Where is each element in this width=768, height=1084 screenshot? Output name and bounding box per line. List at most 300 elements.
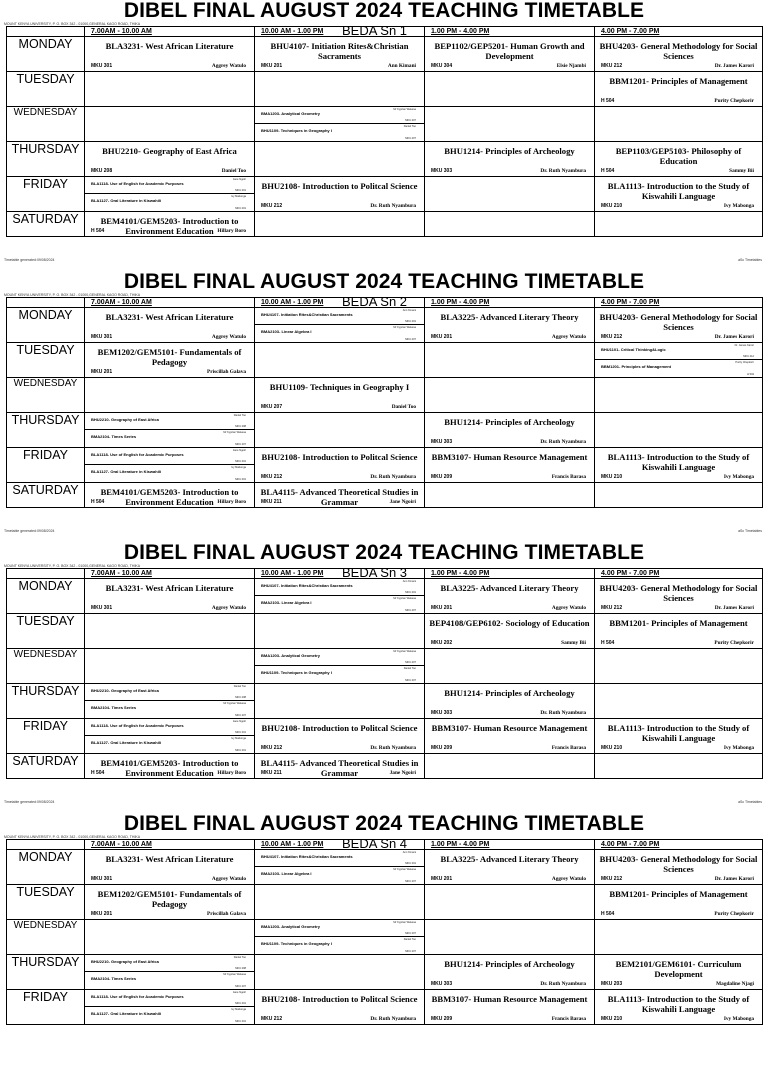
- day-label: MONDAY: [7, 579, 85, 614]
- day-row: [7, 72, 763, 107]
- class-slot[interactable]: [595, 308, 763, 343]
- day-row: [7, 684, 763, 719]
- split-course[interactable]: [255, 867, 424, 884]
- class-slot[interactable]: [85, 885, 255, 920]
- institution-address: MOUNT KENYA UNIVERSITY, P. O. BOX 342 - 01000,GENERAL KAGO ROAD, THIKA: [4, 564, 141, 568]
- split-course[interactable]: [255, 325, 424, 342]
- class-slot[interactable]: [255, 107, 425, 142]
- lecturer-name: Priscillah Galava: [207, 369, 246, 375]
- course-title: BHU2210- Geography of East Africa: [91, 959, 159, 964]
- class-subtitle: BEDA Sn 1: [342, 23, 408, 38]
- empty-slot: [425, 343, 595, 378]
- day-row: [7, 378, 763, 413]
- course-title: BHU2108- Introduction to Politcal Science: [261, 723, 418, 733]
- course-title: BHU4107- Initiation Rites&Christian Sacraments: [261, 854, 353, 859]
- course-title: BMA2103- Linear Algebra I: [261, 871, 312, 876]
- empty-slot: [425, 177, 595, 212]
- time-slot-label: 10.00 AM - 1.00 PM: [261, 841, 324, 848]
- lecturer-name: Aggrey Watulo: [211, 876, 246, 882]
- class-slot[interactable]: [425, 413, 595, 448]
- room-label: MKU 201: [235, 478, 246, 481]
- split-course[interactable]: [85, 955, 254, 972]
- lecturer-name: Purity Chepkorir: [735, 361, 754, 364]
- room-label: MKU 210: [601, 474, 623, 480]
- lecturer-name: Ivy Mabonga: [723, 474, 754, 480]
- course-title: BLA3231- West African Literature: [105, 312, 234, 322]
- lecturer-name: Francis Barasa: [551, 745, 586, 751]
- course-title: BLA1127- Oral Literature in Kiswahili: [91, 740, 162, 745]
- lecturer-name: Sammy Bii: [729, 168, 754, 174]
- time-slot-header: [425, 298, 595, 308]
- room-label: MKU 212: [261, 745, 283, 751]
- header-corner: [7, 569, 85, 579]
- class-slot[interactable]: [425, 37, 595, 72]
- split-course[interactable]: [85, 972, 254, 989]
- generated-date: Timetable generated:09/08/2024: [4, 529, 55, 533]
- institution-address: MOUNT KENYA UNIVERSITY, P. O. BOX 342 - 01000,GENERAL KAGO ROAD, THIKA: [4, 835, 141, 839]
- empty-slot: [85, 378, 255, 413]
- class-slot[interactable]: [595, 142, 763, 177]
- lecturer-name: Mr Kyprian Wekesa: [393, 326, 416, 329]
- empty-slot: [425, 920, 595, 955]
- course-title: BBM3107- Human Resource Management: [431, 452, 588, 462]
- course-title: BHU2210- Geography of East Africa: [102, 146, 237, 156]
- lecturer-name: Ivy Mabonga: [231, 466, 246, 469]
- day-label: SATURDAY: [7, 212, 85, 237]
- class-slot[interactable]: [255, 649, 425, 684]
- day-label: TUESDAY: [7, 885, 85, 920]
- lecturer-name: Ivy Mabonga: [723, 745, 754, 751]
- room-label: H 504: [91, 770, 105, 776]
- room-label: MKU 209: [431, 1016, 453, 1022]
- room-label: MKU 212: [261, 203, 283, 209]
- class-slot[interactable]: [85, 684, 255, 719]
- lecturer-name: Mr Kyprian Wekesa: [393, 921, 416, 924]
- room-label: MKU 208: [235, 425, 246, 428]
- room-label: MKU 303: [431, 168, 453, 174]
- day-label: TUESDAY: [7, 343, 85, 378]
- course-title: BLA3231- West African Literature: [105, 41, 234, 51]
- class-slot[interactable]: [85, 413, 255, 448]
- lecturer-name: Ivy Mabonga: [723, 203, 754, 209]
- day-row: [7, 719, 763, 754]
- day-label: WEDNESDAY: [7, 920, 85, 955]
- course-title: BLA1113- Introduction to the Study of Kiswahili Language: [607, 723, 750, 743]
- page-title: DIBEL FINAL AUGUST 2024 TEACHING TIMETABLE: [123, 270, 645, 293]
- generated-date: Timetable generated:09/08/2024: [4, 258, 55, 262]
- page-title: DIBEL FINAL AUGUST 2024 TEACHING TIMETABLE: [123, 0, 645, 22]
- room-label: MKU 304: [431, 63, 453, 69]
- lecturer-name: Daniel Too: [403, 125, 416, 128]
- empty-slot: [85, 72, 255, 107]
- split-course[interactable]: [85, 177, 254, 194]
- lecturer-name: Daniel Too: [403, 938, 416, 941]
- room-label: MKU 212: [601, 605, 623, 611]
- lecturer-name: Daniel Too: [403, 667, 416, 670]
- class-slot[interactable]: [595, 72, 763, 107]
- day-row: [7, 37, 763, 72]
- class-slot[interactable]: [255, 920, 425, 955]
- lecturer-name: Francis Barasa: [551, 474, 586, 480]
- class-slot[interactable]: [425, 614, 595, 649]
- timetable-section: [0, 271, 768, 542]
- class-slot[interactable]: [595, 955, 763, 990]
- room-label: MKU 209: [431, 745, 453, 751]
- course-title: BMA2104- Times Series: [91, 434, 137, 439]
- empty-slot: [255, 684, 425, 719]
- class-subtitle: BEDA Sn 3: [342, 565, 408, 580]
- time-slot-header: [425, 569, 595, 579]
- class-slot[interactable]: [595, 579, 763, 614]
- room-label: MKU 207: [405, 932, 416, 935]
- class-slot[interactable]: [255, 483, 425, 508]
- room-label: MKU 212: [743, 355, 754, 358]
- empty-slot: [85, 649, 255, 684]
- lecturer-name: Jane Ngoiri: [389, 499, 416, 505]
- lecturer-name: Sammy Bii: [561, 640, 586, 646]
- split-course[interactable]: [85, 684, 254, 701]
- lecturer-name: Elsie Njambi: [556, 63, 586, 69]
- class-slot[interactable]: [255, 177, 425, 212]
- room-label: MKU 212: [261, 474, 283, 480]
- room-label: MKU 207: [405, 119, 416, 122]
- room-label: MKU 207: [261, 404, 283, 410]
- room-label: MKU 301: [91, 605, 113, 611]
- class-slot[interactable]: [425, 142, 595, 177]
- class-slot[interactable]: [595, 343, 763, 378]
- day-label: TUESDAY: [7, 614, 85, 649]
- day-label: THURSDAY: [7, 955, 85, 990]
- day-label: SATURDAY: [7, 754, 85, 779]
- split-course[interactable]: [85, 448, 254, 465]
- course-title: BLA3225- Advanced Literary Theory: [440, 312, 579, 322]
- room-label: MKU 212: [601, 876, 623, 882]
- class-slot[interactable]: [425, 448, 595, 483]
- class-slot[interactable]: [255, 37, 425, 72]
- lecturer-name: Mr Kyprian Wekesa: [223, 702, 246, 705]
- split-course[interactable]: [85, 1007, 254, 1024]
- class-slot[interactable]: [85, 579, 255, 614]
- class-slot[interactable]: [85, 448, 255, 483]
- course-title: BEP1102/GEP5201- Human Growth and Development: [434, 41, 585, 61]
- empty-slot: [425, 754, 595, 779]
- time-slot-label: 4.00 PM - 7.00 PM: [601, 299, 660, 306]
- class-slot[interactable]: [425, 579, 595, 614]
- time-slot-header: [255, 27, 425, 37]
- course-title: BLA1118- Use of English for Academic Purposes: [91, 452, 184, 457]
- class-slot[interactable]: [595, 719, 763, 754]
- day-label: TUESDAY: [7, 72, 85, 107]
- split-course[interactable]: [595, 343, 762, 360]
- time-slot-label: 4.00 PM - 7.00 PM: [601, 570, 660, 577]
- room-label: H 504: [601, 911, 615, 917]
- split-course[interactable]: [255, 649, 424, 666]
- class-slot[interactable]: [85, 308, 255, 343]
- lecturer-name: Aggrey Watulo: [551, 876, 586, 882]
- lecturer-name: Daniel Too: [221, 168, 246, 174]
- split-course[interactable]: [255, 850, 424, 867]
- room-label: MKU 201: [91, 369, 113, 375]
- room-label: MKU 209: [431, 474, 453, 480]
- empty-slot: [425, 483, 595, 508]
- room-label: MKU 212: [261, 1016, 283, 1022]
- class-slot[interactable]: [425, 850, 595, 885]
- day-row: [7, 614, 763, 649]
- room-label: MKU 207: [405, 661, 416, 664]
- page-title: DIBEL FINAL AUGUST 2024 TEACHING TIMETABLE: [123, 812, 645, 835]
- room-label: MKU 201: [431, 605, 453, 611]
- course-title: BEM4101/GEM5203- Introduction to Environment Education: [100, 216, 239, 236]
- room-label: MKU 211: [261, 499, 282, 505]
- class-slot[interactable]: [255, 850, 425, 885]
- class-slot[interactable]: [85, 719, 255, 754]
- class-slot[interactable]: [595, 614, 763, 649]
- class-slot[interactable]: [255, 754, 425, 779]
- class-slot[interactable]: [425, 955, 595, 990]
- empty-slot: [425, 649, 595, 684]
- day-label: FRIDAY: [7, 448, 85, 483]
- lecturer-name: Daniel Too: [233, 414, 246, 417]
- time-slot-label: 10.00 AM - 1.00 PM: [261, 28, 324, 35]
- course-title: BLA4115- Advanced Theoretical Studies in Grammar: [260, 758, 419, 778]
- lecturer-name: Daniel Too: [233, 956, 246, 959]
- day-label: FRIDAY: [7, 990, 85, 1025]
- empty-slot: [595, 378, 763, 413]
- course-title: BEM1202/GEM5101- Fundamentals of Pedagogy: [97, 889, 242, 909]
- course-title: BHU1214- Principles of Archeology: [444, 417, 575, 427]
- empty-slot: [255, 614, 425, 649]
- lecturer-name: Francis Barasa: [551, 1016, 586, 1022]
- lecturer-name: Mr Kyprian Wekesa: [393, 597, 416, 600]
- time-slot-header: [425, 840, 595, 850]
- time-slot-header: [595, 298, 763, 308]
- split-course[interactable]: [85, 430, 254, 447]
- course-title: BLA1127- Oral Literature in Kiswahili: [91, 198, 162, 203]
- day-row: [7, 483, 763, 508]
- page-title: DIBEL FINAL AUGUST 2024 TEACHING TIMETABLE: [123, 541, 645, 564]
- course-title: BHU4203- General Methodology for Social Sciences: [599, 854, 758, 874]
- time-slot-label: 1.00 PM - 4.00 PM: [431, 570, 490, 577]
- class-slot[interactable]: [595, 37, 763, 72]
- time-slot-label: 10.00 AM - 1.00 PM: [261, 299, 324, 306]
- lecturer-name: Aggrey Watulo: [211, 63, 246, 69]
- room-label: MKU 201: [235, 731, 246, 734]
- split-course[interactable]: [85, 465, 254, 482]
- room-label: MKU 201: [235, 1002, 246, 1005]
- lecturer-name: Purity Chepkorir: [714, 98, 754, 104]
- split-course[interactable]: [255, 666, 424, 683]
- class-slot[interactable]: [85, 142, 255, 177]
- course-title: BMA1203- Analytical Geometry: [261, 111, 320, 116]
- class-slot[interactable]: [85, 212, 255, 237]
- class-slot[interactable]: [85, 177, 255, 212]
- class-slot[interactable]: [255, 448, 425, 483]
- split-course[interactable]: [255, 596, 424, 613]
- course-title: BLA1127- Oral Literature in Kiswahili: [91, 469, 162, 474]
- course-title: BEM2101/GEM6101- Curriculum Development: [615, 959, 742, 979]
- time-slot-label: 10.00 AM - 1.00 PM: [261, 570, 324, 577]
- class-slot[interactable]: [425, 719, 595, 754]
- course-title: BMA2103- Linear Algebra I: [261, 600, 312, 605]
- lecturer-name: Dr. Ruth Nyambura: [370, 474, 416, 480]
- course-title: BHU4203- General Methodology for Social Sciences: [599, 312, 758, 332]
- course-title: BHU4107- Initiation Rites&Christian Sacraments: [270, 41, 409, 61]
- class-slot[interactable]: [255, 378, 425, 413]
- room-label: MKU 201: [405, 591, 416, 594]
- empty-slot: [85, 614, 255, 649]
- class-slot[interactable]: [425, 308, 595, 343]
- lecturer-name: Dr. James Karori: [734, 344, 754, 347]
- empty-slot: [425, 378, 595, 413]
- split-course[interactable]: [255, 920, 424, 937]
- room-label: H 504: [601, 168, 615, 174]
- split-course[interactable]: [85, 736, 254, 753]
- course-title: BLA1118- Use of English for Academic Purposes: [91, 994, 184, 999]
- split-course[interactable]: [255, 579, 424, 596]
- time-slot-header: [85, 27, 255, 37]
- split-course[interactable]: [255, 308, 424, 325]
- time-slot-label: 1.00 PM - 4.00 PM: [431, 299, 490, 306]
- class-slot[interactable]: [85, 483, 255, 508]
- room-label: MKU 201: [235, 1020, 246, 1023]
- course-title: BHU1214- Principles of Archeology: [444, 688, 575, 698]
- class-slot[interactable]: [85, 990, 255, 1025]
- class-slot[interactable]: [85, 37, 255, 72]
- lecturer-name: Purity Chepkorir: [714, 640, 754, 646]
- room-label: MKU 207: [405, 679, 416, 682]
- room-label: MKU 201: [235, 460, 246, 463]
- room-label: MKU 207: [405, 609, 416, 612]
- lecturer-name: Dr. Ruth Nyambura: [370, 203, 416, 209]
- course-title: BLA1118- Use of English for Academic Purposes: [91, 723, 184, 728]
- course-title: BBM1201- Principles of Management: [601, 364, 672, 369]
- room-label: MKU 211: [261, 770, 282, 776]
- empty-slot: [595, 649, 763, 684]
- day-row: [7, 177, 763, 212]
- day-label: THURSDAY: [7, 684, 85, 719]
- lecturer-name: Daniel Too: [233, 685, 246, 688]
- lecturer-name: Mr Kyprian Wekesa: [393, 868, 416, 871]
- class-subtitle: BEDA Sn 2: [342, 294, 408, 309]
- day-label: SATURDAY: [7, 483, 85, 508]
- split-course[interactable]: [85, 990, 254, 1007]
- day-label: MONDAY: [7, 850, 85, 885]
- time-slot-header: [85, 569, 255, 579]
- class-slot[interactable]: [255, 579, 425, 614]
- lecturer-name: Dr. Ruth Nyambura: [540, 439, 586, 445]
- class-slot[interactable]: [255, 990, 425, 1025]
- room-label: MKU 208: [91, 168, 113, 174]
- time-slot-header: [595, 27, 763, 37]
- class-slot[interactable]: [595, 850, 763, 885]
- time-slot-header: [425, 27, 595, 37]
- lecturer-name: Dr. James Karori: [714, 605, 754, 611]
- lecturer-name: Aggrey Watulo: [211, 334, 246, 340]
- generator-credit: aSc Timetables: [738, 800, 762, 804]
- split-course[interactable]: [255, 107, 424, 124]
- class-slot[interactable]: [85, 754, 255, 779]
- room-label: MKU 303: [431, 439, 453, 445]
- course-title: BBM1201- Principles of Management: [609, 618, 748, 628]
- room-label: MKU 207: [405, 137, 416, 140]
- course-title: BLA1127- Oral Literature in Kiswahili: [91, 1011, 162, 1016]
- generator-credit: aSc Timetables: [738, 258, 762, 262]
- course-title: BHU1109- Techniques in Geography I: [269, 382, 410, 392]
- course-title: BHU4107- Initiation Rites&Christian Sacraments: [261, 312, 353, 317]
- empty-slot: [255, 955, 425, 990]
- day-row: [7, 850, 763, 885]
- lecturer-name: Ann Kimani: [402, 580, 416, 583]
- empty-slot: [255, 413, 425, 448]
- header-corner: [7, 27, 85, 37]
- lecturer-name: Dr. James Karori: [714, 334, 754, 340]
- class-slot[interactable]: [255, 719, 425, 754]
- course-title: BHU1101- Critical Thinking&Logic: [601, 347, 666, 352]
- time-slot-header: [255, 298, 425, 308]
- class-slot[interactable]: [425, 990, 595, 1025]
- day-row: [7, 920, 763, 955]
- class-slot[interactable]: [85, 850, 255, 885]
- time-slot-label: 4.00 PM - 7.00 PM: [601, 28, 660, 35]
- timetable-section: [0, 0, 768, 271]
- empty-slot: [85, 107, 255, 142]
- split-course[interactable]: [85, 701, 254, 718]
- course-title: BBM3107- Human Resource Management: [431, 994, 588, 1004]
- course-title: BMA1203- Analytical Geometry: [261, 653, 320, 658]
- class-slot[interactable]: [595, 177, 763, 212]
- room-label: H 504: [601, 98, 615, 104]
- class-slot[interactable]: [255, 308, 425, 343]
- room-label: MKU 212: [601, 334, 623, 340]
- course-title: BLA4115- Advanced Theoretical Studies in Grammar: [260, 487, 419, 507]
- room-label: MKU 207: [405, 950, 416, 953]
- lecturer-name: Hillary Boro: [217, 228, 246, 234]
- split-course[interactable]: [595, 360, 762, 377]
- class-slot[interactable]: [595, 885, 763, 920]
- class-slot[interactable]: [595, 448, 763, 483]
- timetable-section: [0, 542, 768, 813]
- class-slot[interactable]: [85, 343, 255, 378]
- lecturer-name: Mr Kyprian Wekesa: [393, 650, 416, 653]
- room-label: MKU 301: [91, 876, 113, 882]
- empty-slot: [595, 754, 763, 779]
- class-slot[interactable]: [85, 955, 255, 990]
- lecturer-name: Dr. Ruth Nyambura: [540, 710, 586, 716]
- lecturer-name: Ivy Mabonga: [723, 1016, 754, 1022]
- split-course[interactable]: [85, 413, 254, 430]
- class-slot[interactable]: [595, 990, 763, 1025]
- room-label: MKU 210: [601, 1016, 623, 1022]
- split-course[interactable]: [85, 194, 254, 211]
- course-title: BHU1214- Principles of Archeology: [444, 146, 575, 156]
- split-course[interactable]: [85, 719, 254, 736]
- time-slot-header: [255, 569, 425, 579]
- day-row: [7, 212, 763, 237]
- room-label: MKU 201: [91, 911, 113, 917]
- course-title: BEM4101/GEM5203- Introduction to Environment Education: [100, 487, 239, 507]
- room-label: MKU 201: [235, 189, 246, 192]
- split-course[interactable]: [255, 937, 424, 954]
- class-slot[interactable]: [425, 684, 595, 719]
- course-title: BLA3231- West African Literature: [105, 854, 234, 864]
- lecturer-name: Dr. Ruth Nyambura: [370, 745, 416, 751]
- day-label: MONDAY: [7, 37, 85, 72]
- split-course[interactable]: [255, 124, 424, 141]
- time-slot-label: 1.00 PM - 4.00 PM: [431, 28, 490, 35]
- empty-slot: [85, 920, 255, 955]
- room-label: H 504: [601, 640, 615, 646]
- course-title: BHU1109- Techniques in Geography I: [261, 128, 332, 133]
